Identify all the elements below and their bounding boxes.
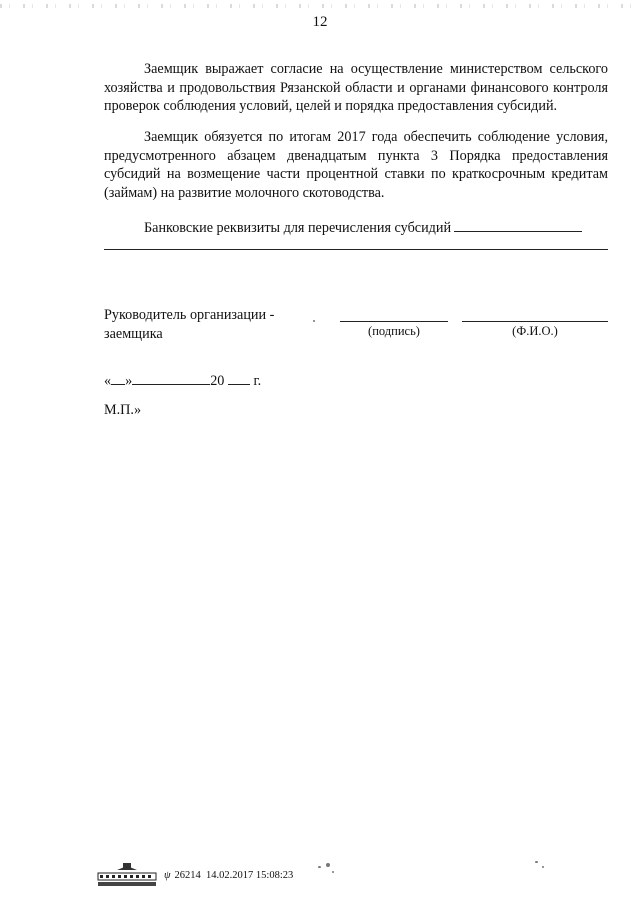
registry-number: 26214: [174, 870, 201, 881]
year-suffix: г.: [253, 373, 262, 389]
scan-noise: [0, 4, 640, 8]
signature-line: [340, 321, 448, 322]
year-blank: [228, 371, 250, 385]
scan-speck: [542, 866, 544, 868]
registry-mark: ψ: [164, 870, 171, 881]
date-century: 20: [210, 373, 225, 389]
scan-speck: [535, 861, 538, 863]
bank-requisites-line: [144, 218, 608, 237]
month-blank: [132, 371, 210, 385]
date-open-quote: «: [104, 373, 112, 389]
paragraph-obligation: Заемщик обязуется по итогам 2017 года обеспечить соблюдение условия, предусмотренного абзацем двенадцатым пункта 3 Порядка предоставления субсидий на возмещение части процентной ставки по краткосрочным кредитам (займам) на развитие молочного скотоводства.: [104, 129, 608, 201]
bank-requisites-rule: [104, 249, 608, 250]
date-close-quote: »: [125, 373, 133, 389]
head-label-line-2: заемщика: [104, 326, 163, 342]
head-label-line-1: Руководитель организации -: [104, 307, 275, 323]
registry-stamp: [164, 870, 293, 881]
scan-speck: [313, 320, 315, 322]
full-name-line: [462, 321, 608, 322]
page-number: 12: [312, 14, 328, 30]
paragraph-consent: Заемщик выражает согласие на осуществление министерством сельского хозяйства и продовольствия Рязанской области и органами финансового контроля проверок соблюдения условий, целей и порядка предоставления субсидий.: [104, 61, 608, 114]
date-line: [104, 371, 261, 390]
scan-speck: [326, 863, 330, 867]
stamp-place-label: М.П.»: [104, 402, 142, 418]
scan-speck: [318, 866, 321, 868]
registry-timestamp: 14.02.2017 15:08:23: [206, 870, 294, 881]
day-blank: [111, 371, 125, 385]
bank-requisites-label: Банковские реквизиты для перечисления субсидий: [144, 220, 452, 236]
scan-speck: [332, 871, 334, 873]
head-of-organization-label: [104, 306, 314, 344]
registry-logo-icon: [97, 863, 157, 887]
signature-caption: (подпись): [368, 324, 420, 338]
bank-requisites-blank: [454, 218, 582, 232]
full-name-caption: (Ф.И.О.): [512, 324, 558, 338]
